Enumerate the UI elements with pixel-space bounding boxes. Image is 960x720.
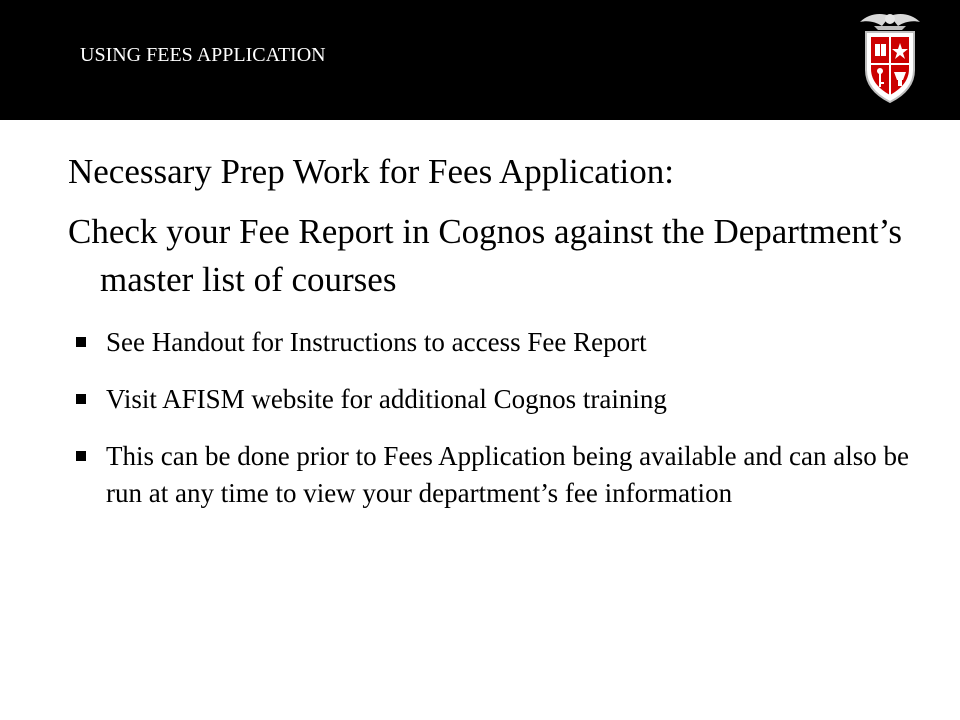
slide-header — [0, 0, 960, 120]
square-bullet-icon — [76, 451, 86, 461]
bullet-text: This can be done prior to Fees Application being available and can also be run at any time to view your department’s fee information — [106, 441, 909, 508]
slide-subheading: Check your Fee Report in Cognos against the Department’s master list of courses — [68, 212, 903, 299]
square-bullet-icon — [76, 394, 86, 404]
bullet-text: See Handout for Instructions to access Fee Report — [106, 327, 647, 357]
university-shield-eagle-icon — [850, 10, 930, 106]
bullet-text: Visit AFISM website for additional Cognos training — [106, 384, 667, 414]
square-bullet-icon — [76, 337, 86, 347]
bullet-list — [68, 324, 928, 512]
bullet-item — [68, 438, 928, 512]
header-title: USING FEES APPLICATION — [80, 44, 326, 66]
bullet-item — [68, 381, 928, 418]
bullet-item — [68, 324, 928, 361]
slide-heading: Necessary Prep Work for Fees Application: — [68, 152, 674, 191]
slide-body — [68, 148, 928, 532]
